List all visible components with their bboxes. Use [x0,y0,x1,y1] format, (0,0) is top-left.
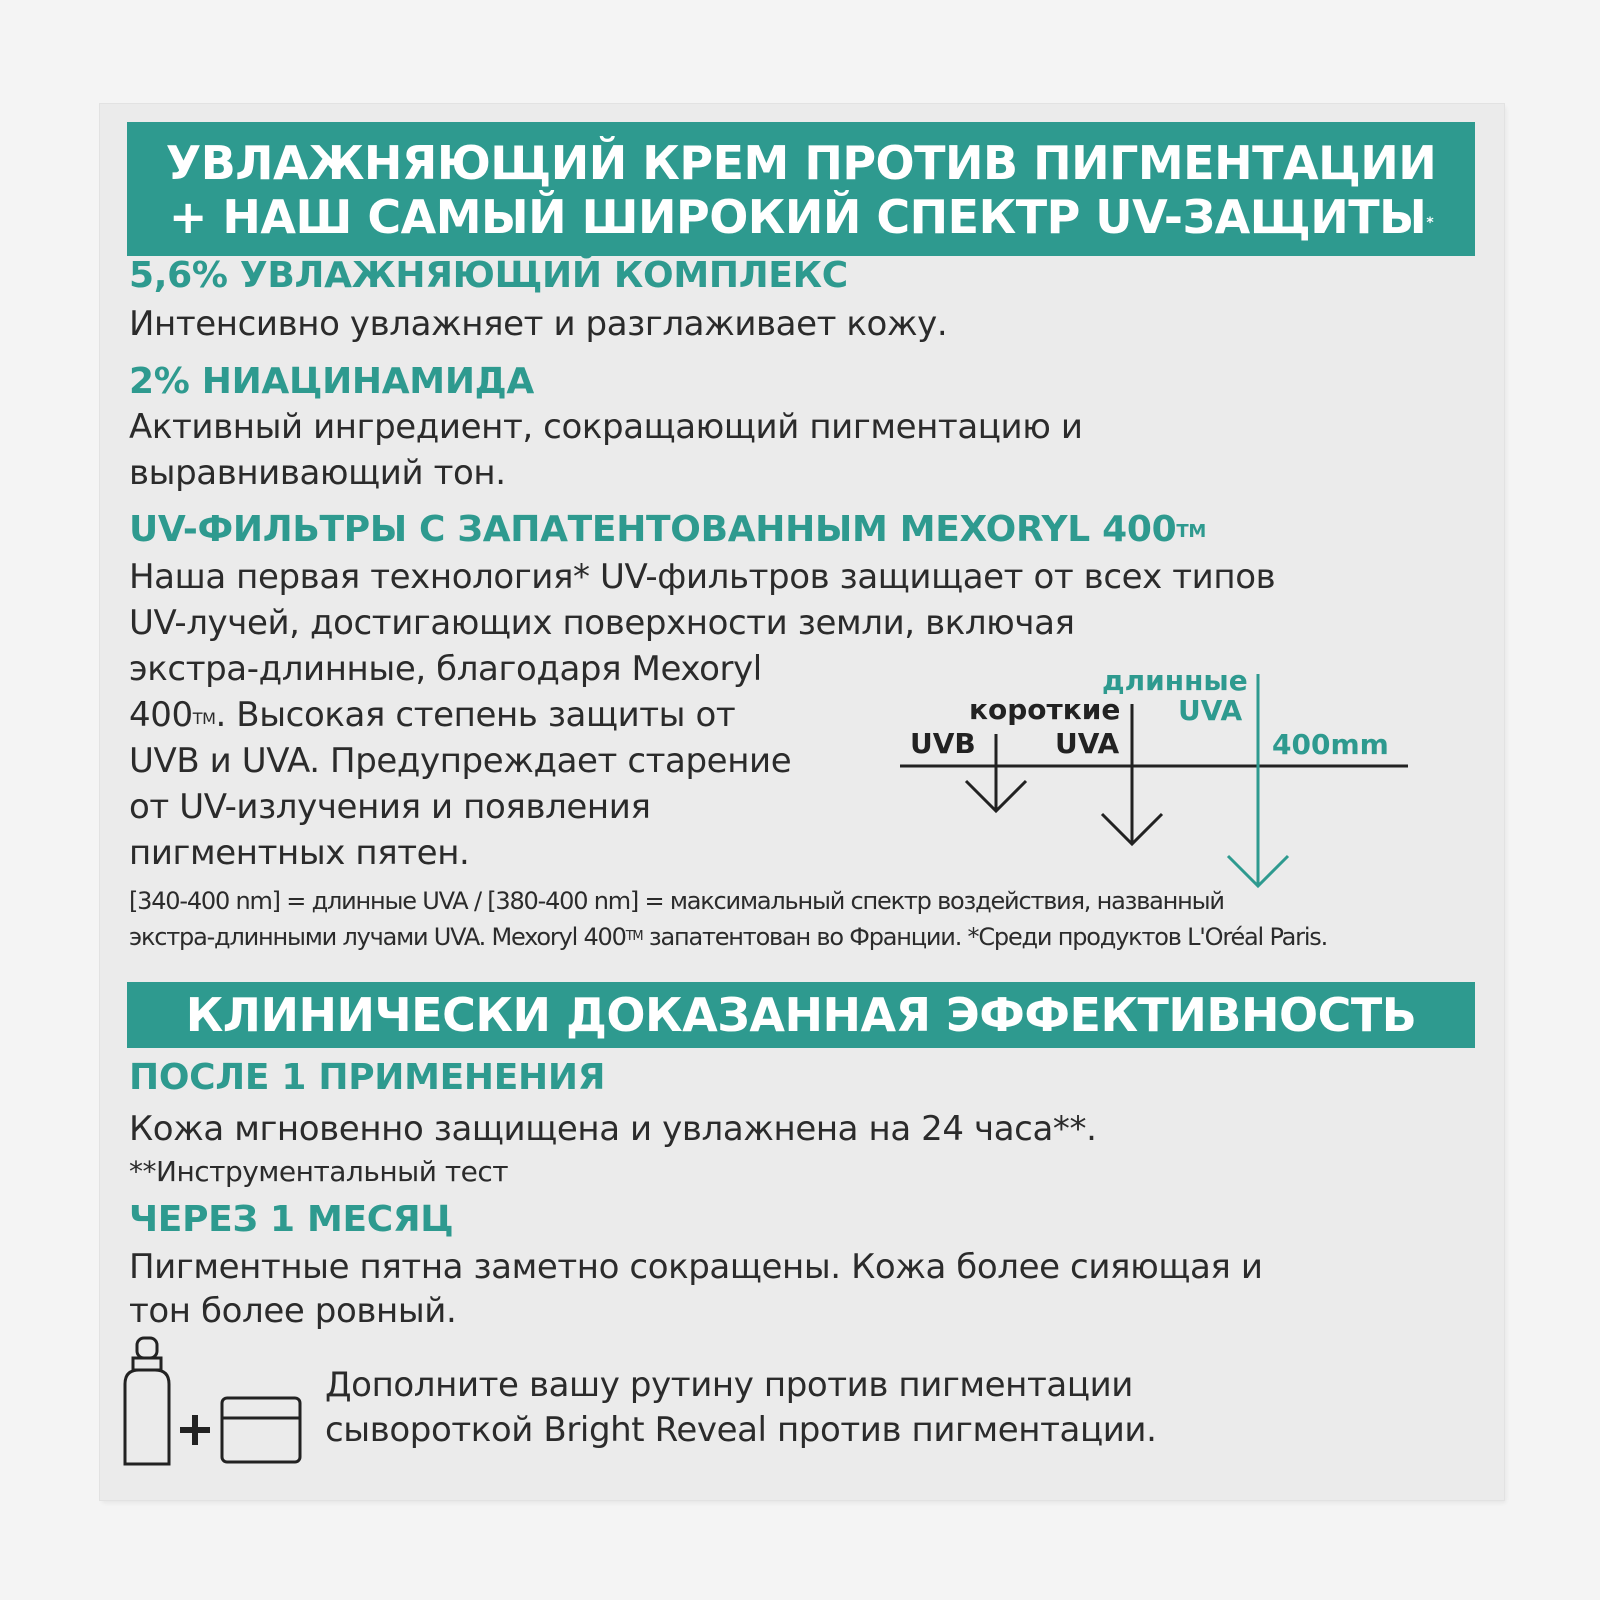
text-uv-line-4a: 400 [129,695,193,735]
label-long-uva-line-1: длинные [1102,664,1248,697]
text-uv-line-3: экстра-длинные, благодаря Mexoryl [129,649,762,689]
text-uv-line-2: UV-лучей, достигающих поверхности земли, включая [129,603,1075,643]
footnote-line-2b: запатентован во Франции. *Среди продуктов L'Oréal Paris. [642,923,1328,951]
note-instrumental-test: **Инструментальный тест [129,1155,509,1188]
footnote-line-2 [129,920,1327,954]
heading-trademark: TM [1176,521,1206,542]
info-panel [100,104,1504,1500]
label-uvb: UVB [910,727,976,760]
clinical-banner: КЛИНИЧЕСКИ ДОКАЗАННАЯ ЭФФЕКТИВНОСТЬ [127,982,1475,1048]
heading-uv-filters-text: UV-ФИЛЬТРЫ С ЗАПАТЕНТОВАННЫМ MEXORYL 400 [129,509,1177,550]
routine-icons [122,1336,312,1468]
routine-line-1: Дополните вашу рутину против пигментации [325,1365,1133,1405]
title-line-2-text: + НАШ САМЫЙ ШИРОКИЙ СПЕКТР UV-ЗАЩИТЫ [168,190,1427,244]
heading-after-one-use: ПОСЛЕ 1 ПРИМЕНЕНИЯ [129,1057,606,1098]
text-uv-line-1: Наша первая технология* UV-фильтров защищает от всех типов [129,557,1276,597]
text-uv-line-4b: . Высокая степень защиты от [215,695,736,735]
text-uv-line-6: от UV-излучения и появления [129,787,651,827]
label-long-uva-line-2: UVA [1178,694,1243,727]
title-asterisk: * [1426,215,1434,231]
heading-uv-filters [129,508,1206,552]
cream-jar-icon [222,1398,300,1462]
title-line-2 [127,190,1475,244]
text-after-one-month-line-2: тон более ровный. [129,1291,457,1331]
footnote-line-1: [340-400 nm] = длинные UVA / [380-400 nm] = максимальный спектр воздействия, названный [129,887,1224,915]
text-moisturizing-complex: Интенсивно увлажняет и разглаживает кожу. [129,304,948,344]
text-uv-line-5: UVB и UVA. Предупреждает старение [129,741,792,781]
routine-line-2: сывороткой Bright Reveal против пигментации. [325,1410,1157,1450]
label-400nm: 400mm [1272,728,1389,761]
heading-niacinamide: 2% НИАЦИНАМИДА [129,361,534,402]
title-banner [127,122,1475,256]
label-short-uva-line-1: короткие [969,693,1121,726]
footnote-trademark: TM [625,929,643,944]
label-short-uva-line-2: UVA [1055,727,1120,760]
text-after-one-month-line-1: Пигментные пятна заметно сокращены. Кожа более сияющая и [129,1247,1263,1287]
heading-after-one-month: ЧЕРЕЗ 1 МЕСЯЦ [129,1199,454,1240]
heading-moisturizing-complex: 5,6% УВЛАЖНЯЮЩИЙ КОМПЛЕКС [129,255,848,296]
footnote-line-2a: экстра-длинными лучами UVA. Mexoryl 400 [129,923,626,951]
text-niacinamide-line-2: выравнивающий тон. [129,453,506,493]
text-uv-line-7: пигментных пятен. [129,833,470,873]
text-uv-line-4-trademark: TM [192,709,216,728]
title-line-1: УВЛАЖНЯЮЩИЙ КРЕМ ПРОТИВ ПИГМЕНТАЦИИ [165,136,1437,190]
text-niacinamide-line-1: Активный ингредиент, сокращающий пигментацию и [129,407,1083,447]
serum-bottle-icon [125,1338,169,1464]
plus-icon [180,1415,210,1445]
text-uv-line-4 [129,692,735,738]
uv-spectrum-diagram [900,664,1420,904]
text-after-one-use: Кожа мгновенно защищена и увлажнена на 24 часа**. [129,1109,1097,1149]
